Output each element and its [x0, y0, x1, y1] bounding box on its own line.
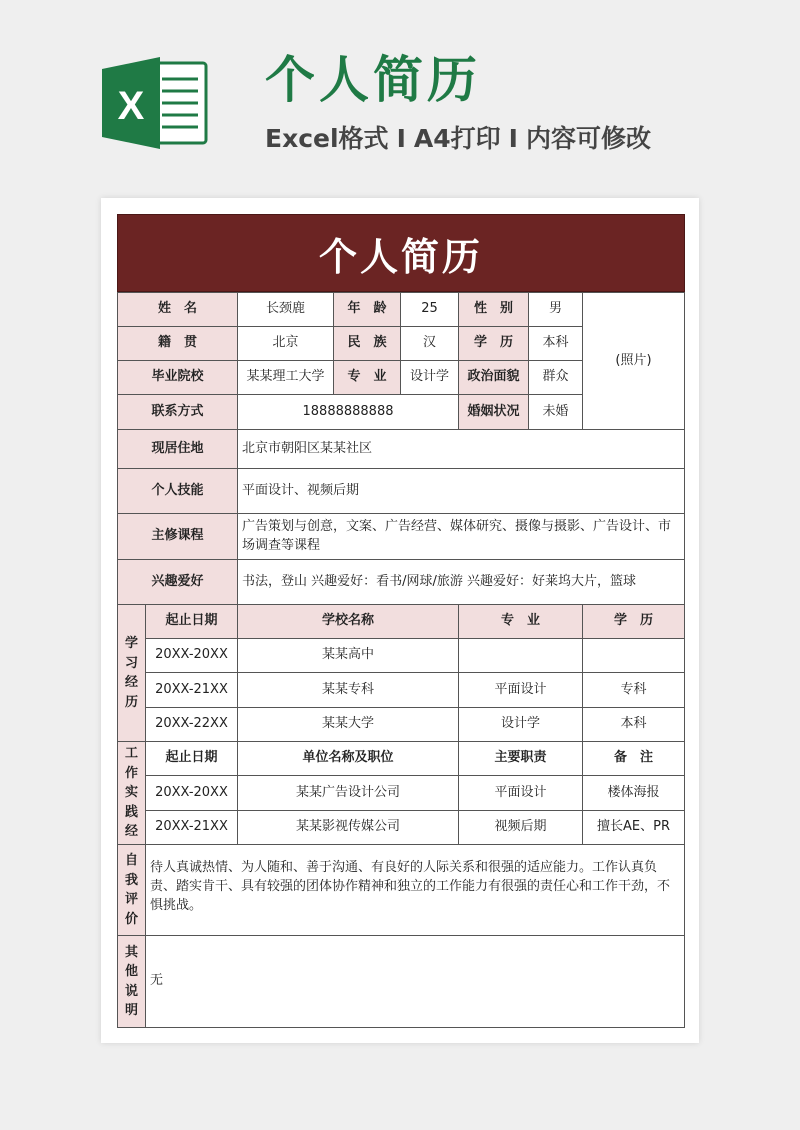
edu-major[interactable]: 平面设计 — [458, 672, 583, 708]
page-subtitle — [265, 126, 651, 151]
hobbies-value[interactable]: 书法，登山 兴趣爱好：看书/网球/旅游 兴趣爱好：好莱坞大片，篮球 — [237, 559, 685, 605]
gender-label: 性 别 — [458, 292, 529, 327]
section-char: 评 — [124, 892, 138, 907]
work-note[interactable]: 擅长AE、PR — [582, 810, 685, 845]
address-label: 现居住地 — [117, 429, 238, 469]
resume-banner-title: 个人简历 — [117, 214, 685, 292]
edu-school[interactable]: 某某大学 — [237, 707, 459, 742]
self-eval-text[interactable]: 待人真诚热情、为人随和、善于沟通、有良好的人际关系和很强的适应能力。工作认真负责、踏实肯干、具有较强的团体协作精神和独立的工作能力有很强的责任心和工作干劲，不惧挑战。 — [145, 844, 685, 936]
edu-degree[interactable]: 本科 — [582, 707, 685, 742]
edu-major[interactable]: 设计学 — [458, 707, 583, 742]
skills-value[interactable]: 平面设计、视频后期 — [237, 468, 685, 514]
political-label: 政治面貌 — [458, 360, 529, 395]
edu-major[interactable] — [458, 638, 583, 673]
work-header-note: 备 注 — [582, 741, 685, 776]
section-char: 作 — [124, 765, 138, 781]
edu-degree[interactable] — [582, 638, 685, 673]
edu-header-school: 学校名称 — [237, 604, 459, 639]
address-value[interactable]: 北京市朝阳区某某社区 — [237, 429, 685, 469]
other-text[interactable]: 无 — [145, 935, 685, 1028]
skills-label: 个人技能 — [117, 468, 238, 514]
contact-label: 联系方式 — [117, 394, 238, 430]
ethnic-label: 民 族 — [333, 326, 401, 361]
section-char: 历 — [124, 694, 138, 710]
section-char: 说 — [124, 983, 138, 999]
edu-degree[interactable]: 专科 — [582, 672, 685, 708]
section-char: 其 — [124, 944, 138, 960]
age-label: 年 龄 — [333, 292, 401, 327]
school-label: 毕业院校 — [117, 360, 238, 395]
self-eval-section-label — [117, 844, 146, 936]
marital-value[interactable]: 未婚 — [528, 394, 583, 430]
work-note[interactable]: 楼体海报 — [582, 775, 685, 811]
marital-label: 婚姻状况 — [458, 394, 529, 430]
education-section-label — [117, 604, 146, 742]
excel-logo-icon — [100, 57, 212, 149]
contact-value[interactable]: 18888888888 — [237, 394, 459, 430]
major-value[interactable]: 设计学 — [400, 360, 459, 395]
section-char: 践 — [124, 804, 138, 820]
work-duty[interactable]: 平面设计 — [458, 775, 583, 811]
subtitle-part-1: Excel格式 — [265, 124, 389, 153]
school-value[interactable]: 某某理工大学 — [237, 360, 334, 395]
origin-label: 籍 贯 — [117, 326, 238, 361]
subtitle-part-2: A4打印 — [413, 124, 501, 153]
section-char: 我 — [124, 872, 138, 888]
education-value[interactable]: 本科 — [528, 326, 583, 361]
edu-period[interactable]: 20XX-21XX — [145, 672, 238, 708]
subtitle-separator: I — [508, 124, 518, 153]
subtitle-part-3: 内容可修改 — [525, 124, 651, 153]
other-section-label — [117, 935, 146, 1028]
major-label: 专 业 — [333, 360, 401, 395]
education-label: 学 历 — [458, 326, 529, 361]
courses-label: 主修课程 — [117, 513, 238, 560]
work-header-period: 起止日期 — [145, 741, 238, 776]
origin-value[interactable]: 北京 — [237, 326, 334, 361]
gender-value[interactable]: 男 — [528, 292, 583, 327]
section-char: 经 — [124, 675, 138, 690]
section-char: 价 — [124, 911, 138, 927]
name-label: 姓 名 — [117, 292, 238, 327]
work-section-label — [117, 741, 146, 845]
section-char: 经 — [124, 824, 138, 840]
work-period[interactable]: 20XX-21XX — [145, 810, 238, 845]
edu-school[interactable]: 某某高中 — [237, 638, 459, 673]
excel-logo-letter: X — [117, 84, 145, 128]
courses-value[interactable]: 广告策划与创意，文案、广告经营、媒体研究、摄像与摄影、广告设计、市场调查等课程 — [237, 513, 685, 560]
hobbies-label: 兴趣爱好 — [117, 559, 238, 605]
page-title: 个人简历 — [265, 51, 481, 109]
work-period[interactable]: 20XX-20XX — [145, 775, 238, 811]
political-value[interactable]: 群众 — [528, 360, 583, 395]
section-char: 习 — [124, 655, 138, 671]
ethnic-value[interactable]: 汉 — [400, 326, 459, 361]
section-char: 实 — [124, 785, 138, 801]
work-header-duty: 主要职责 — [458, 741, 583, 776]
subtitle-separator: I — [396, 124, 406, 153]
work-company[interactable]: 某某广告设计公司 — [237, 775, 459, 811]
section-char: 他 — [124, 964, 138, 979]
edu-school[interactable]: 某某专科 — [237, 672, 459, 708]
section-char: 明 — [124, 1003, 138, 1018]
section-char: 自 — [124, 853, 138, 868]
edu-header-degree: 学 历 — [582, 604, 685, 639]
edu-header-period: 起止日期 — [145, 604, 238, 639]
photo-placeholder[interactable]: (照片) — [582, 292, 685, 430]
edu-period[interactable]: 20XX-20XX — [145, 638, 238, 673]
work-duty[interactable]: 视频后期 — [458, 810, 583, 845]
section-char: 学 — [124, 636, 138, 651]
name-value[interactable]: 长颈鹿 — [237, 292, 334, 327]
edu-header-major: 专 业 — [458, 604, 583, 639]
section-char: 工 — [124, 746, 138, 762]
edu-period[interactable]: 20XX-22XX — [145, 707, 238, 742]
age-value[interactable]: 25 — [400, 292, 459, 327]
work-header-company: 单位名称及职位 — [237, 741, 459, 776]
work-company[interactable]: 某某影视传媒公司 — [237, 810, 459, 845]
